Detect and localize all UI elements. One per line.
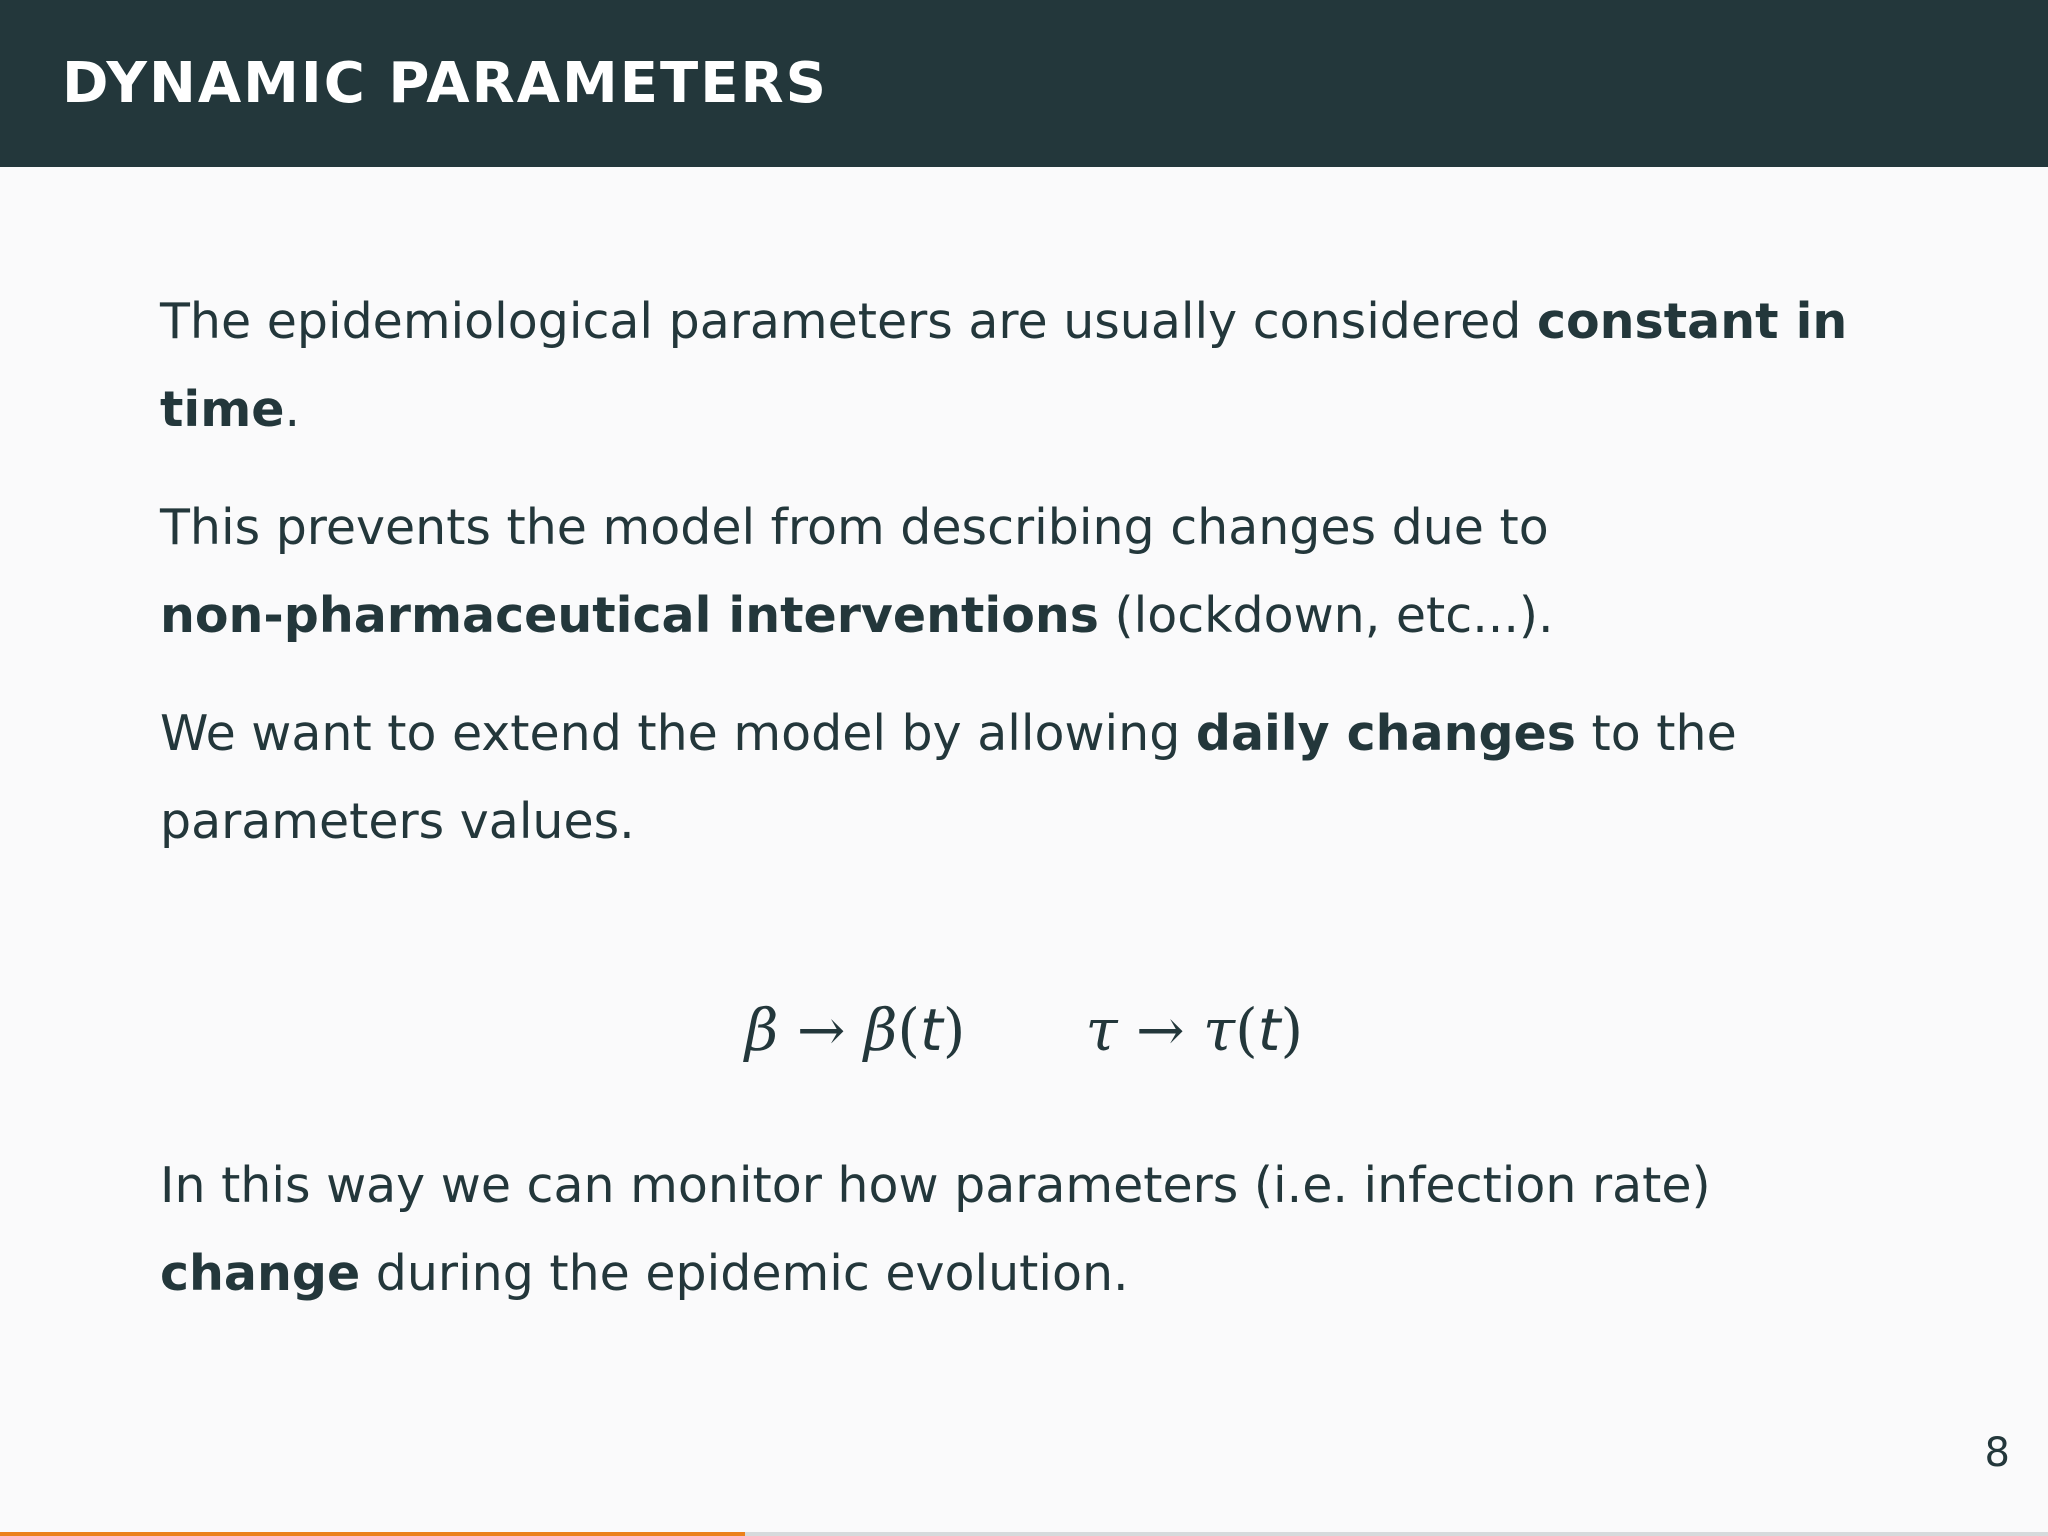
paragraph-2-line-2 <box>160 572 1554 660</box>
paren-open: ( <box>1235 996 1258 1064</box>
paren-close: ) <box>942 996 966 1064</box>
paragraph-2-text: (lockdown, etc...). <box>1098 587 1554 644</box>
paragraph-1-bold-time: time <box>160 381 285 438</box>
paren-open: ( <box>897 996 921 1064</box>
paragraph-4-line-2 <box>160 1230 1129 1318</box>
equation-tau <box>1085 985 1303 1075</box>
paragraph-1-line-1 <box>160 278 1847 366</box>
tau-symbol: τ <box>1203 996 1236 1064</box>
arrow-symbol: → <box>778 996 864 1064</box>
paragraph-2-bold-npi: non-pharmaceutical interventions <box>160 587 1099 644</box>
time-variable: t <box>1257 996 1281 1064</box>
slide-header <box>0 0 2048 167</box>
paragraph-4-line-1: In this way we can monitor how parameters (i.e. infection rate) <box>160 1157 1711 1214</box>
paragraph-3-line-2: parameters values. <box>160 793 635 850</box>
slide-title: DYNAMIC PARAMETERS <box>62 51 828 116</box>
tau-symbol: τ <box>1085 996 1118 1064</box>
paragraph-1-period: . <box>284 381 301 438</box>
paragraph-1-text: The epidemiological parameters are usually considered <box>160 293 1537 350</box>
beta-symbol: β <box>744 996 779 1064</box>
paren-close: ) <box>1280 996 1304 1064</box>
equation-beta <box>745 985 966 1075</box>
page-number: 8 <box>1984 1430 2010 1476</box>
paragraph-2-line-1: This prevents the model from describing changes due to <box>160 499 1549 556</box>
progress-bar-fill <box>0 1532 745 1536</box>
arrow-symbol: → <box>1117 996 1204 1064</box>
paragraph-3-text-before: We want to extend the model by allowing <box>160 705 1196 762</box>
paragraph-3-line-1 <box>160 690 1737 778</box>
paragraph-1-bold-constant: constant in <box>1536 293 1848 350</box>
paragraph-4-text: during the epidemic evolution. <box>360 1245 1129 1302</box>
paragraph-4-bold-change: change <box>160 1245 361 1302</box>
time-variable: t <box>920 996 943 1064</box>
equation <box>0 985 2048 1075</box>
beta-symbol: β <box>863 996 898 1064</box>
paragraph-3-text-after: to the <box>1575 705 1737 762</box>
paragraph-3-bold-daily-changes: daily changes <box>1195 705 1576 762</box>
paragraph-1-line-2 <box>160 366 300 454</box>
progress-bar <box>0 1532 2048 1536</box>
